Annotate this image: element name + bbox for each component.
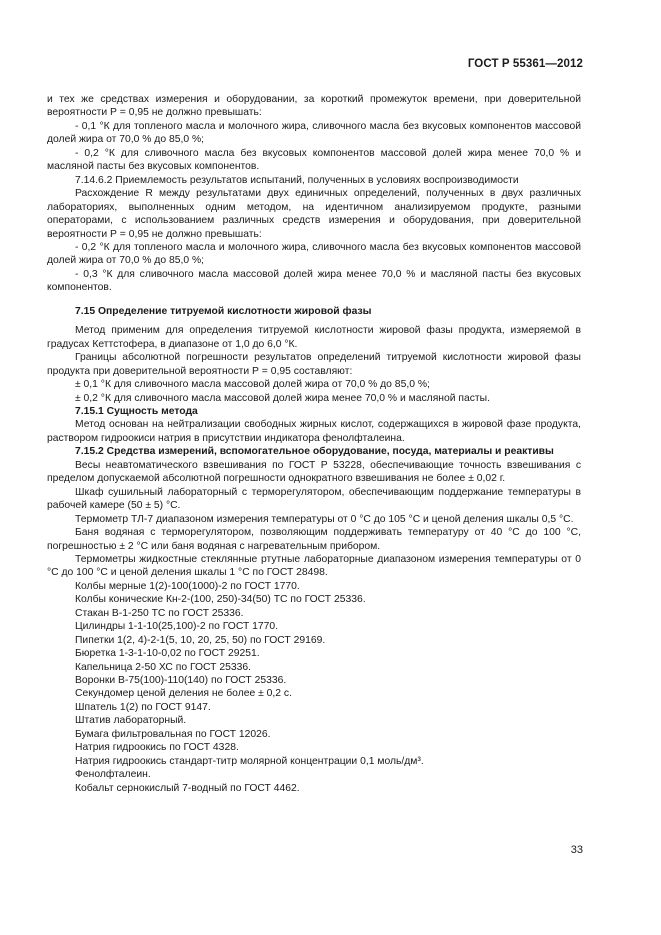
- list-item: Бумага фильтровальная по ГОСТ 12026.: [75, 728, 271, 740]
- document-body: [47, 93, 581, 795]
- paragraph: Весы неавтоматического взвешивания по ГОСТ Р 53228, обеспечивающие точность взвешивания с пределом допускаемой абсолютной погрешности однократного взвешивания не более ± 0,02 г.: [47, 459, 581, 485]
- list-item: Шпатель 1(2) по ГОСТ 9147.: [75, 701, 211, 713]
- list-item: Натрия гидроокись по ГОСТ 4328.: [75, 742, 239, 754]
- section-heading: 7.15.1 Сущность метода: [75, 405, 198, 417]
- list-item: Колбы мерные 1(2)-100(1000)-2 по ГОСТ 1770.: [75, 580, 300, 592]
- list-item: Секундомер ценой деления не более ± 0,2 с.: [75, 688, 292, 700]
- list-item: Колбы конические Кн-2-(100, 250)-34(50) ТС по ГОСТ 25336.: [75, 594, 366, 606]
- list-item: Воронки В-75(100)-110(140) по ГОСТ 25336.: [75, 675, 287, 687]
- paragraph: Расхождение R между результатами двух единичных определений, полученных в двух различных лабораториях, выполненных одним методом, на идентичном анализируемом продукте, разными операторами, с использованием различных средств измерения и оборудования, при доверительной вероятности Р = 0,95 не должно превышать:: [47, 188, 581, 240]
- paragraph: - 0,2 °К для сливочного масла без вкусовых компонентов массовой долей жира менее 70,0 % и масляной пасты без вкусовых компонентов.: [47, 147, 581, 173]
- list-item: Бюретка 1-3-1-10-0,02 по ГОСТ 29251.: [75, 648, 260, 660]
- list-item: Натрия гидроокись стандарт-титр молярной концентрации 0,1 моль/дм³.: [75, 755, 424, 767]
- list-item: Штатив лабораторный.: [75, 715, 187, 727]
- paragraph: 7.14.6.2 Приемлемость результатов испытаний, полученных в условиях воспроизводимости: [75, 174, 519, 186]
- list-item: ± 0,1 °К для сливочного масла массовой долей жира от 70,0 % до 85,0 %;: [75, 379, 430, 391]
- section-heading: 7.15.2 Средства измерений, вспомогательное оборудование, посуда, материалы и реактивы: [75, 446, 554, 458]
- paragraph: Термометры жидкостные стеклянные ртутные лабораторные диапазоном измерения температуры от 0 °С до 100 °С и ценой деления шкалы 1 °С по ГОСТ 28498.: [47, 553, 581, 579]
- standard-header: ГОСТ Р 55361—2012: [467, 58, 583, 70]
- page-number: 33: [570, 844, 583, 856]
- section-heading: 7.15 Определение титруемой кислотности жировой фазы: [75, 305, 372, 317]
- list-item: ± 0,2 °К для сливочного масла массовой долей жира менее 70,0 % и масляной пасты.: [75, 392, 490, 404]
- list-item: Пипетки 1(2, 4)-2-1(5, 10, 20, 25, 50) по ГОСТ 29169.: [75, 634, 326, 646]
- paragraph: Метод основан на нейтрализации свободных жирных кислот, содержащихся в жировой фазе продукта, раствором гидроокиси натрия в присутствии индикатора фенолфталеина.: [47, 419, 581, 444]
- paragraph: Термометр ТЛ-7 диапазоном измерения температуры от 0 °С до 105 °С и ценой деления шкалы 0,5 °С.: [75, 513, 574, 525]
- list-item: Капельница 2-50 ХС по ГОСТ 25336.: [75, 661, 251, 673]
- paragraph: - 0,1 °К для топленого масла и молочного жира, сливочного масла без вкусовых компонентов массовой долей жира от 70,0 % до 85,0 %;: [47, 120, 581, 146]
- paragraph: - 0,3 °К для сливочного масла массовой долей жира менее 70,0 % и масляной пасты без вкусовых компонентов.: [47, 268, 581, 294]
- paragraph: - 0,2 °К для топленого масла и молочного жира, сливочного масла без вкусовых компонентов массовой долей жира от 70,0 % до 85,0 %;: [47, 241, 581, 267]
- list-item: Стакан В-1-250 ТС по ГОСТ 25336.: [75, 607, 244, 619]
- paragraph: Баня водяная с терморегулятором, позволяющим поддерживать температуру от 40 °С до 100 °С, погрешностью ± 2 °С или баня водяная с нагревательным прибором.: [47, 527, 581, 552]
- list-item: Кобальт сернокислый 7-водный по ГОСТ 4462.: [75, 782, 300, 794]
- paragraph: и тех же средствах измерения и оборудовании, за короткий промежуток времени, при доверительной вероятности Р = 0,95 не должно превышать:: [47, 94, 581, 119]
- list-item: Цилиндры 1-1-10(25,100)-2 по ГОСТ 1770.: [75, 621, 279, 633]
- paragraph: Границы абсолютной погрешности результатов определений титруемой кислотности жировой фазы продукта при доверительной вероятности Р = 0,95 составляют:: [47, 352, 581, 377]
- paragraph: Шкаф сушильный лабораторный с терморегулятором, обеспечивающим поддержание температуры в рабочей камере (50 ± 5) °С.: [47, 486, 581, 512]
- list-item: Фенолфталеин.: [75, 769, 151, 781]
- paragraph: Метод применим для определения титруемой кислотности жировой фазы продукта, измеряемой в градусах Кеттстофера, в диапазоне от 1,0 до 6,0 °К.: [47, 325, 581, 350]
